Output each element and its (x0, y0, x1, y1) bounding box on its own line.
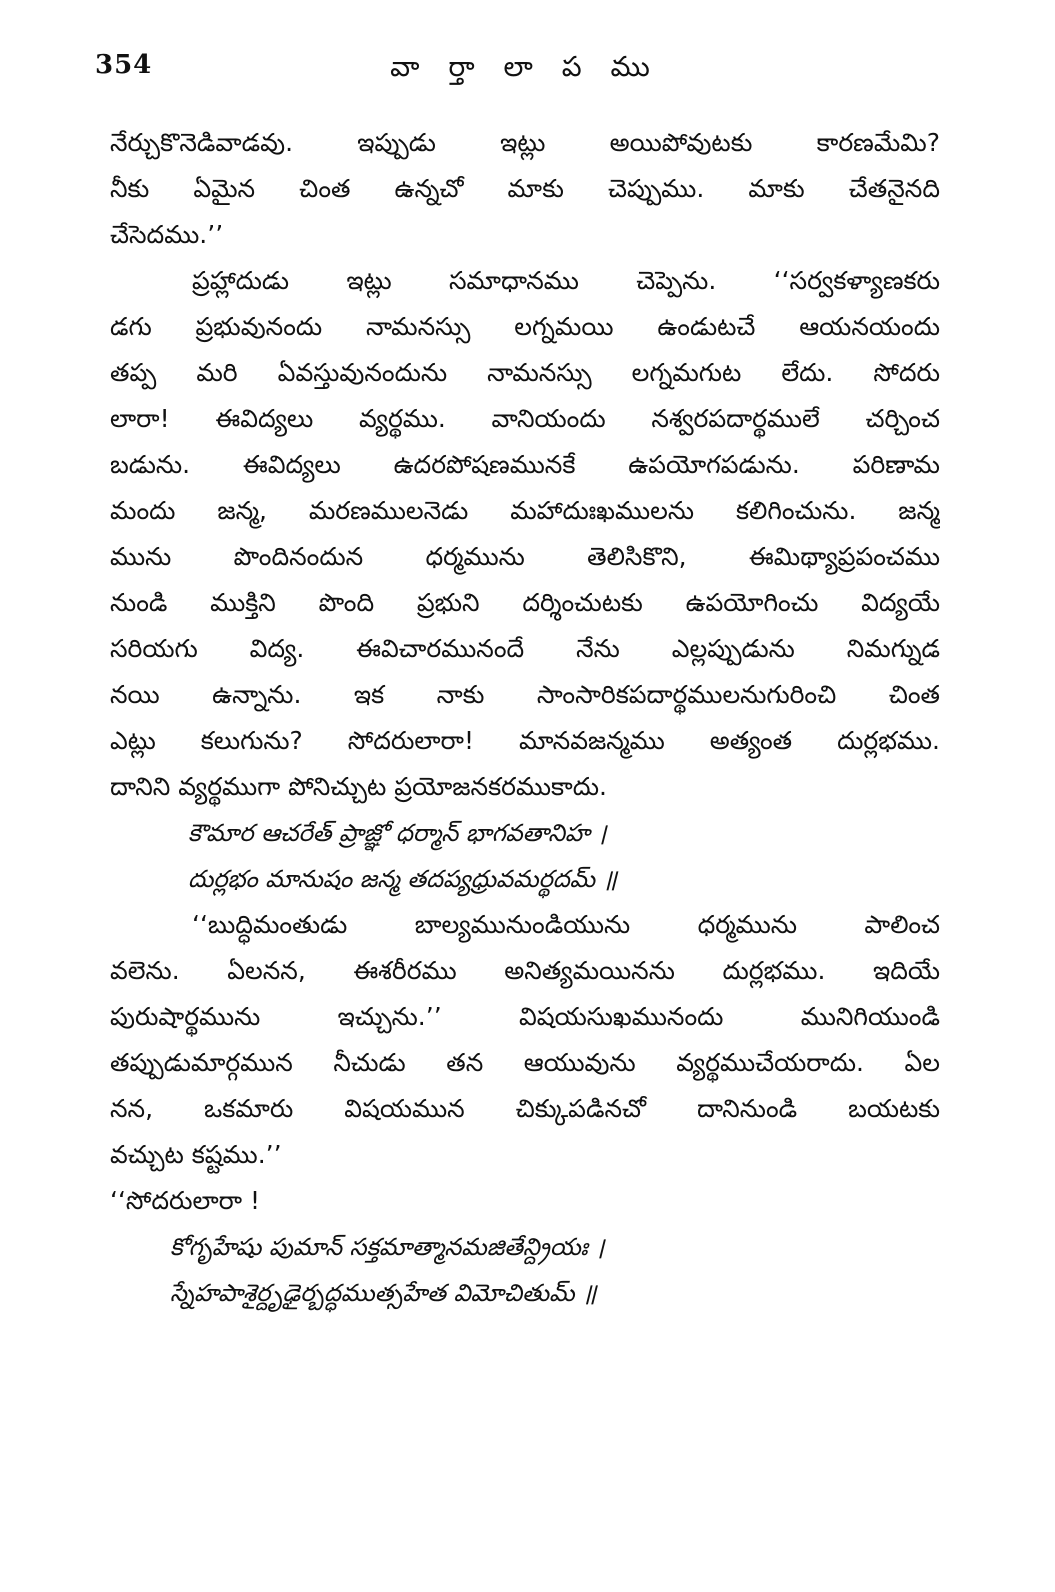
text-line: పురుషార్థమును ఇచ్చును.’’ విషయసుఖమునందు మునిగియుండి (110, 1002, 940, 1031)
verse-line: దుర్లభం మానుషం జన్మ తదప్యధ్రువమర్థదమ్ ॥ (188, 865, 618, 893)
text-line: ఎట్లు కలుగును? సోదరులారా! మానవజన్మము అత్యంత దుర్లభము. (110, 726, 940, 755)
text-line: మును పొందినందున ధర్మమును తెలిసికొని, ఈమిథ్యాప్రపంచము (110, 542, 940, 571)
verse-line: స్నేహపాశైర్దృఢైర్బద్ధముత్సహేత విమోచితుమ్ ॥ (170, 1279, 597, 1307)
text-line: నీకు ఏమైన చింత ఉన్నచో మాకు చెప్పుము. మాకు చేతనైనది (110, 174, 940, 203)
text-line: సరియగు విద్య. ఈవిచారమునందే నేను ఎల్లప్పుడును నిమగ్నుడ (110, 634, 940, 663)
text-line: బడును. ఈవిద్యలు ఉదరపోషణమునకే ఉపయోగపడును. పరిణామ (110, 450, 940, 479)
page-header (95, 46, 955, 96)
text-line: తప్ప మరి ఏవస్తువునందును నామనస్సు లగ్నమగుట లేదు. సోదరు (110, 358, 940, 387)
text-line: నేర్చుకొనెడివాడవు. ఇప్పుడు ఇట్లు అయిపోవుటకు కారణమేమి? (110, 128, 940, 157)
text-line: డగు ప్రభువునందు నామనస్సు లగ్నమయి ఉండుటచే ఆయనయందు (110, 312, 940, 341)
text-line: లారా! ఈవిద్యలు వ్యర్థము. వానియందు నశ్వరపదార్థములే చర్చించ (110, 404, 940, 433)
text-line: మందు జన్మ, మరణములనెడు మహాదుఃఖములను కలిగించును. జన్మ (110, 496, 940, 525)
text-line: నయి ఉన్నాను. ఇక నాకు సాంసారికపదార్థములనుగురించి చింత (110, 680, 940, 709)
body-text (110, 120, 940, 1316)
text-line: దానిని వ్యర్థముగా పోనిచ్చుట ప్రయోజనకరముకాదు. (110, 772, 607, 801)
verse-line: కౌమార ఆచరేత్ ప్రాజ్ఞో ధర్మాన్ భాగవతానిహ । (188, 819, 607, 847)
text-line: ‘‘బుద్ధిమంతుడు బాల్యమునుండియును ధర్మమును పాలించ (192, 910, 940, 939)
text-line: నన, ఒకమారు విషయమున చిక్కుపడినచో దానినుండి బయటకు (110, 1094, 940, 1123)
text-line: వచ్చుట కష్టము.’’ (110, 1140, 282, 1169)
page-number: 354 (95, 50, 153, 80)
text-line: ప్రహ్లాదుడు ఇట్లు సమాధానము చెప్పెను. ‘‘సర్వకళ్యాణకరు (192, 266, 940, 295)
verse-line: కోగృహేషు పుమాన్ సక్తమాత్మానమజితేన్ద్రియః । (170, 1233, 605, 1261)
running-title: వా ర్తా లా ప ము (390, 50, 660, 83)
text-line: నుండి ముక్తిని పొంది ప్రభుని దర్శించుటకు ఉపయోగించు విద్యయే (110, 588, 940, 617)
text-line: తప్పుడుమార్గమున నీచుడు తన ఆయువును వ్యర్థముచేయరాదు. ఏల (110, 1048, 940, 1077)
text-line: వలెను. ఏలనన, ఈశరీరము అనిత్యమయినను దుర్లభము. ఇదియే (110, 956, 940, 985)
text-line: ‘‘సోదరులారా ! (110, 1186, 261, 1215)
text-line: చేసెదము.’’ (110, 220, 224, 249)
